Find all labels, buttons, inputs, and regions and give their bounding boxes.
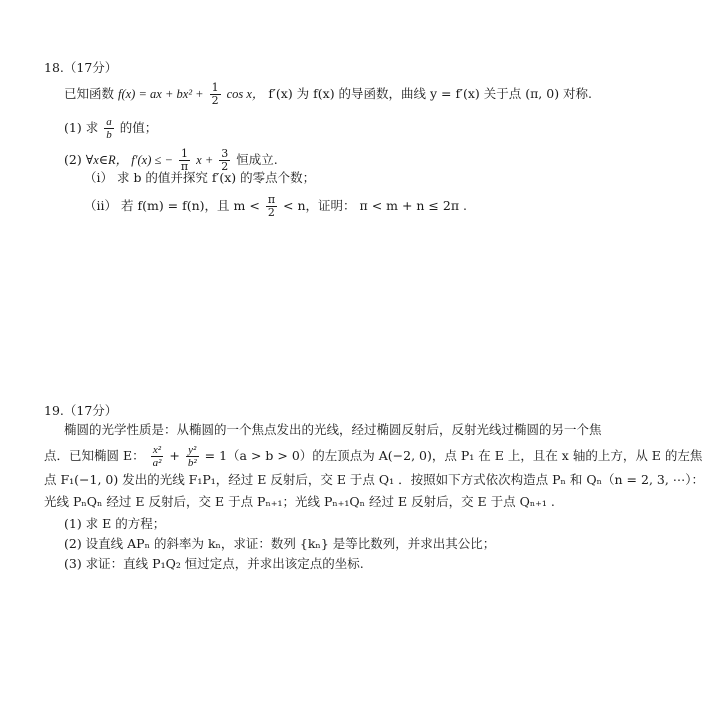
q18-part2-i-label: （ⅰ） — [84, 170, 113, 185]
q18-part2-ii-label: （ⅱ） — [84, 198, 117, 213]
q18-part2-text-c: 恒成立. — [236, 152, 278, 167]
q19-part3: (3) 求证：直线 P₁Q₂ 恒过定点，并求出该定点的坐标. — [64, 556, 364, 571]
q18-part2-i — [84, 170, 315, 186]
q19-plus-sign: + — [169, 448, 180, 463]
q18-part2-fraction-2: $\frac{3}{2}$ — [221, 147, 229, 173]
q18-part2-i-text: 求 b 的值并探究 f′(x) 的零点个数； — [116, 170, 316, 185]
q18-part2-label: (2) — [64, 152, 82, 167]
q19-line-2 — [44, 444, 702, 469]
q18-stem-fraction: $\frac{1}{2}$ — [211, 81, 219, 107]
q19-part1: (1) 求 E 的方程； — [64, 516, 166, 531]
q19-header: 19.（17分） — [44, 403, 118, 418]
q18-part1 — [64, 116, 157, 141]
q19-ellipse-x-term: $\frac{\text{x²}}{\text{a²}}$ — [152, 444, 162, 469]
q19-line-2-intro: 点．已知椭圆 E： — [44, 448, 145, 463]
q18-part2-ii-fraction: $\frac{\pi}{2}$ — [267, 193, 276, 219]
q18-part2-text-b: x + — [196, 153, 214, 167]
q18-part2-ii-text-b: < n，证明： π < m + n ≤ 2π . — [283, 198, 467, 213]
q18-header: 18.（17分） — [44, 60, 118, 75]
q18-part1-text-b: 的值； — [119, 120, 158, 135]
q18-part2-fraction-1: $\frac{1}{\pi}$ — [180, 147, 189, 173]
q18-part1-text-a: 求 — [85, 120, 99, 135]
q18-part2-ii — [84, 194, 467, 219]
q19-part2: (2) 设直线 APₙ 的斜率为 kₙ，求证：数列 {kₙ} 是等比数列，并求出其公比； — [64, 536, 496, 551]
q18-part2-text-a: ∀x∈R， f′(x) ≤ − — [85, 153, 173, 167]
q18-stem — [64, 82, 592, 107]
q19-ellipse-y-term: $\frac{\text{y²}}{\text{b²}}$ — [187, 444, 197, 469]
q18-cos-term: cos x， — [226, 87, 265, 101]
q18-stem-condition: f′(x) 为 f(x) 的导函数，曲线 y = f′(x) 关于点 (π, 0) 对称. — [268, 86, 593, 101]
q19-line-1: 椭圆的光学性质是：从椭圆的一个焦点发出的光线，经过椭圆反射后，反射光线过椭圆的另一个焦 — [64, 422, 602, 437]
q19-line-3: 点 F₁(−1, 0) 发出的光线 F₁P₁，经过 E 反射后，交 E 于点 Q₁ ．按照如下方式依次构造点 Pₙ 和 Qₙ（n = 2, 3, ⋯）： — [44, 472, 704, 487]
q18-stem-intro: 已知函数 — [64, 86, 115, 101]
q19-line-2-rest: = 1（a > b > 0）的左顶点为 A(−2, 0)，点 P₁ 在 E 上，且在 x 轴的上方，从 E 的左焦 — [204, 448, 703, 463]
q19-line-4: 光线 PₙQₙ 经过 E 反射后，交 E 于点 Pₙ₊₁；光线 Pₙ₊₁Qₙ 经过 E 反射后，交 E 于点 Qₙ₊₁ . — [44, 494, 555, 509]
q18-part1-fraction: $\frac{a}{b}$ — [106, 116, 112, 141]
q18-function-def: f(x) = ax + bx² + — [118, 87, 204, 101]
q18-part2-ii-text-a: 若 f(m) = f(n)，且 m < — [120, 198, 260, 213]
q18-part1-label: (1) — [64, 120, 82, 135]
